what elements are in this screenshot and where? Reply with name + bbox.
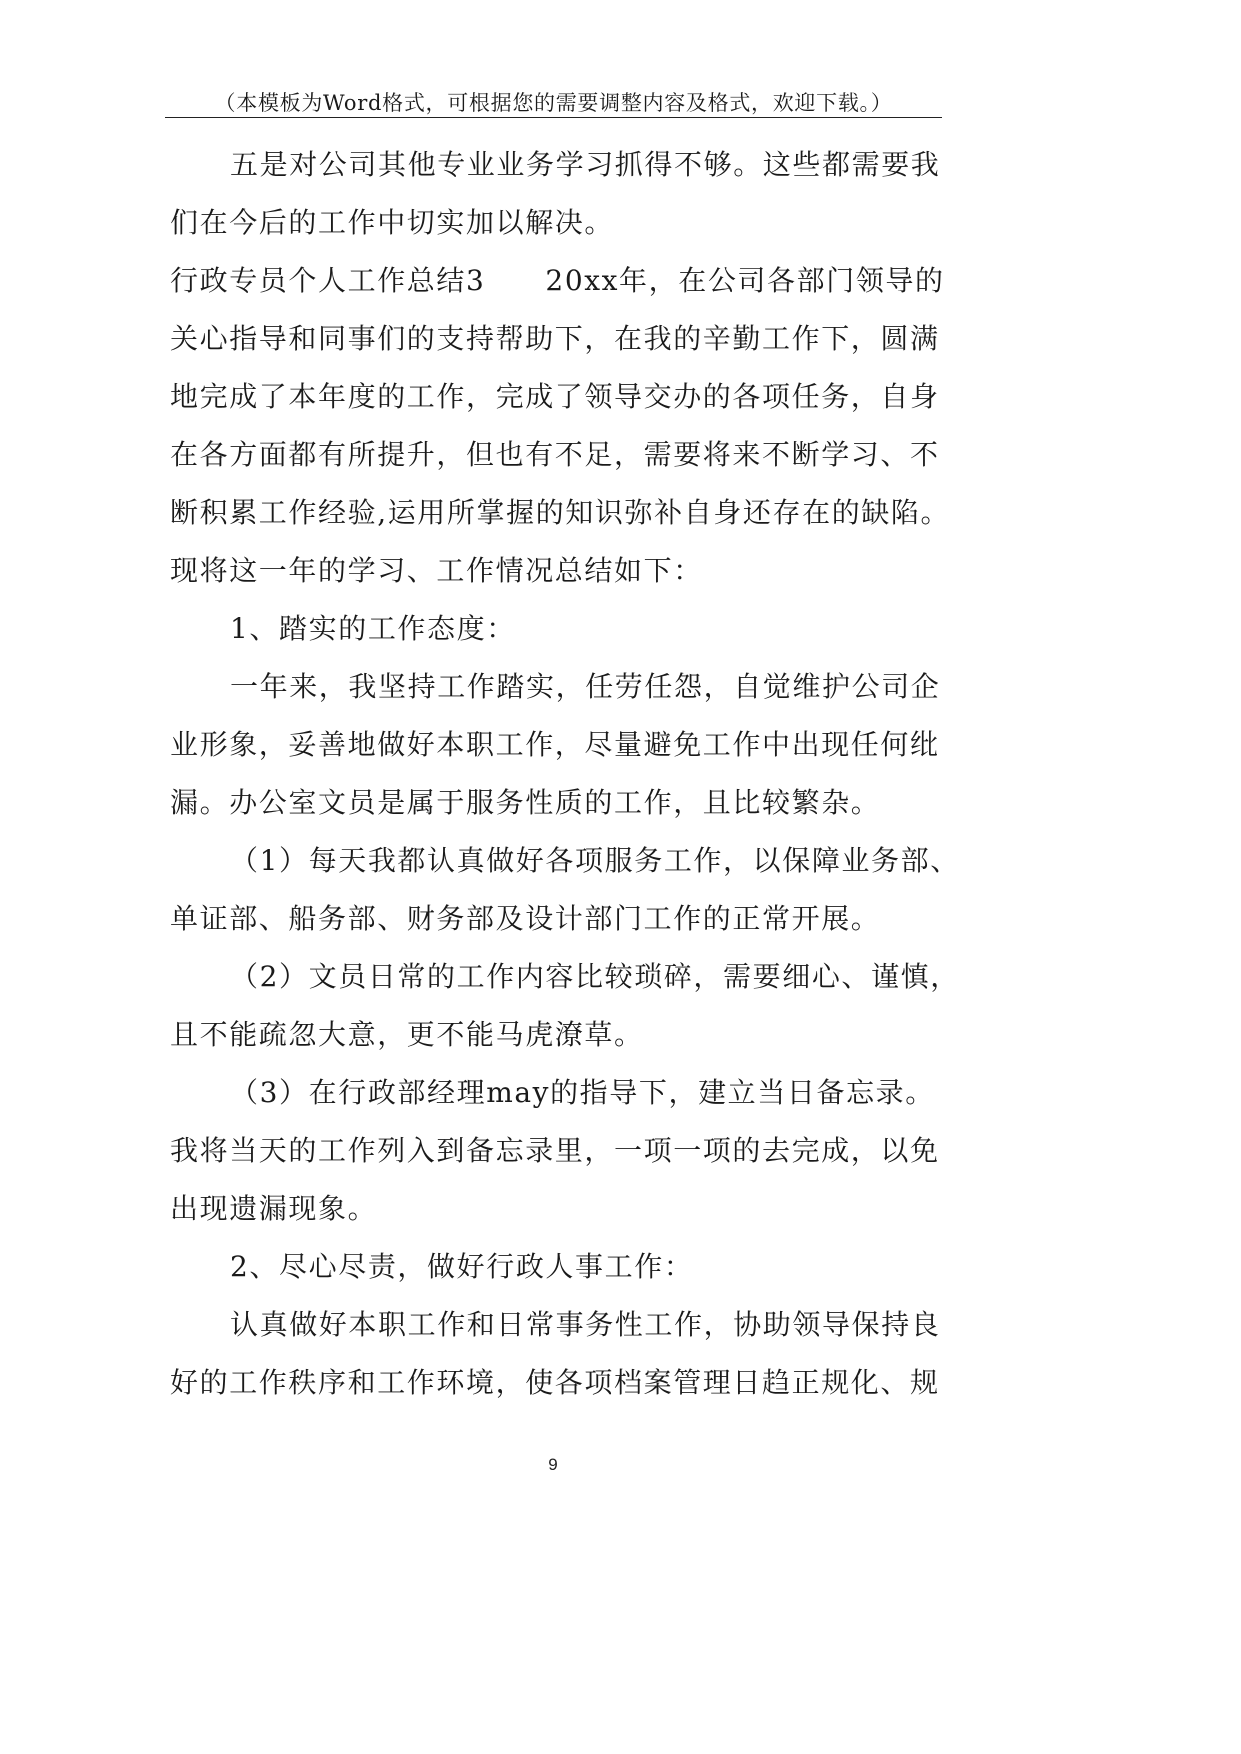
text-line <box>170 252 970 310</box>
list-item <box>170 948 970 1064</box>
text-line: 2、尽心尽责，做好行政人事工作： <box>230 1250 694 1283</box>
text-line: 断积累工作经验,运用所掌握的知识弥补自身还存在的缺陷。 <box>170 496 951 529</box>
subheading <box>170 1238 970 1296</box>
header-notice: （本模板为Word格式，可根据您的需要调整内容及格式，欢迎下载。） <box>214 91 893 115</box>
text-line: （1）每天我都认真做好各项服务工作，以保障业务部、 <box>230 844 960 877</box>
list-item <box>170 832 970 948</box>
paragraph <box>170 1296 970 1412</box>
paragraph <box>170 136 970 252</box>
text-line: 在各方面都有所提升，但也有不足，需要将来不断学习、不 <box>170 438 940 471</box>
text-line: 认真做好本职工作和日常事务性工作，协助领导保持良 <box>230 1308 941 1341</box>
text-line: 单证部、船务部、财务部及设计部门工作的正常开展。 <box>170 902 881 935</box>
subheading <box>170 600 970 658</box>
text-line: 们在今后的工作中切实加以解决。 <box>170 206 615 239</box>
text-line: 地完成了本年度的工作，完成了领导交办的各项任务，自身 <box>170 380 940 413</box>
text-line: 业形象，妥善地做好本职工作，尽量避免工作中出现任何纰 <box>170 728 940 761</box>
list-item <box>170 1064 970 1238</box>
paragraph <box>170 658 970 832</box>
page-number: 9 <box>548 1455 558 1474</box>
text-line: 出现遗漏现象。 <box>170 1192 378 1225</box>
document-body <box>170 136 970 1412</box>
text-line: 漏。办公室文员是属于服务性质的工作，且比较繁杂。 <box>170 786 881 819</box>
text-line: （2）文员日常的工作内容比较琐碎，需要细心、谨慎， <box>230 960 960 993</box>
paragraph <box>170 252 970 600</box>
text-line: 现将这一年的学习、工作情况总结如下： <box>170 554 703 587</box>
text-line: （3）在行政部经理may的指导下，建立当日备忘录。 <box>230 1076 935 1109</box>
text-line: 关心指导和同事们的支持帮助下，在我的辛勤工作下，圆满 <box>170 322 940 355</box>
text-line: 好的工作秩序和工作环境，使各项档案管理日趋正规化、规 <box>170 1366 940 1399</box>
header-divider <box>165 117 942 118</box>
section-title: 行政专员个人工作总结3 <box>170 264 486 297</box>
text-line: 一年来，我坚持工作踏实，任劳任怨，自觉维护公司企 <box>230 670 941 703</box>
text-line-content: 20xx年，在公司各部门领导的 <box>545 264 945 297</box>
text-line: 且不能疏忽大意，更不能马虎潦草。 <box>170 1018 644 1051</box>
text-line: 1、踏实的工作态度： <box>230 612 516 645</box>
text-line: 我将当天的工作列入到备忘录里，一项一项的去完成，以免 <box>170 1134 940 1167</box>
text-line: 五是对公司其他专业业务学习抓得不够。这些都需要我 <box>230 148 941 181</box>
